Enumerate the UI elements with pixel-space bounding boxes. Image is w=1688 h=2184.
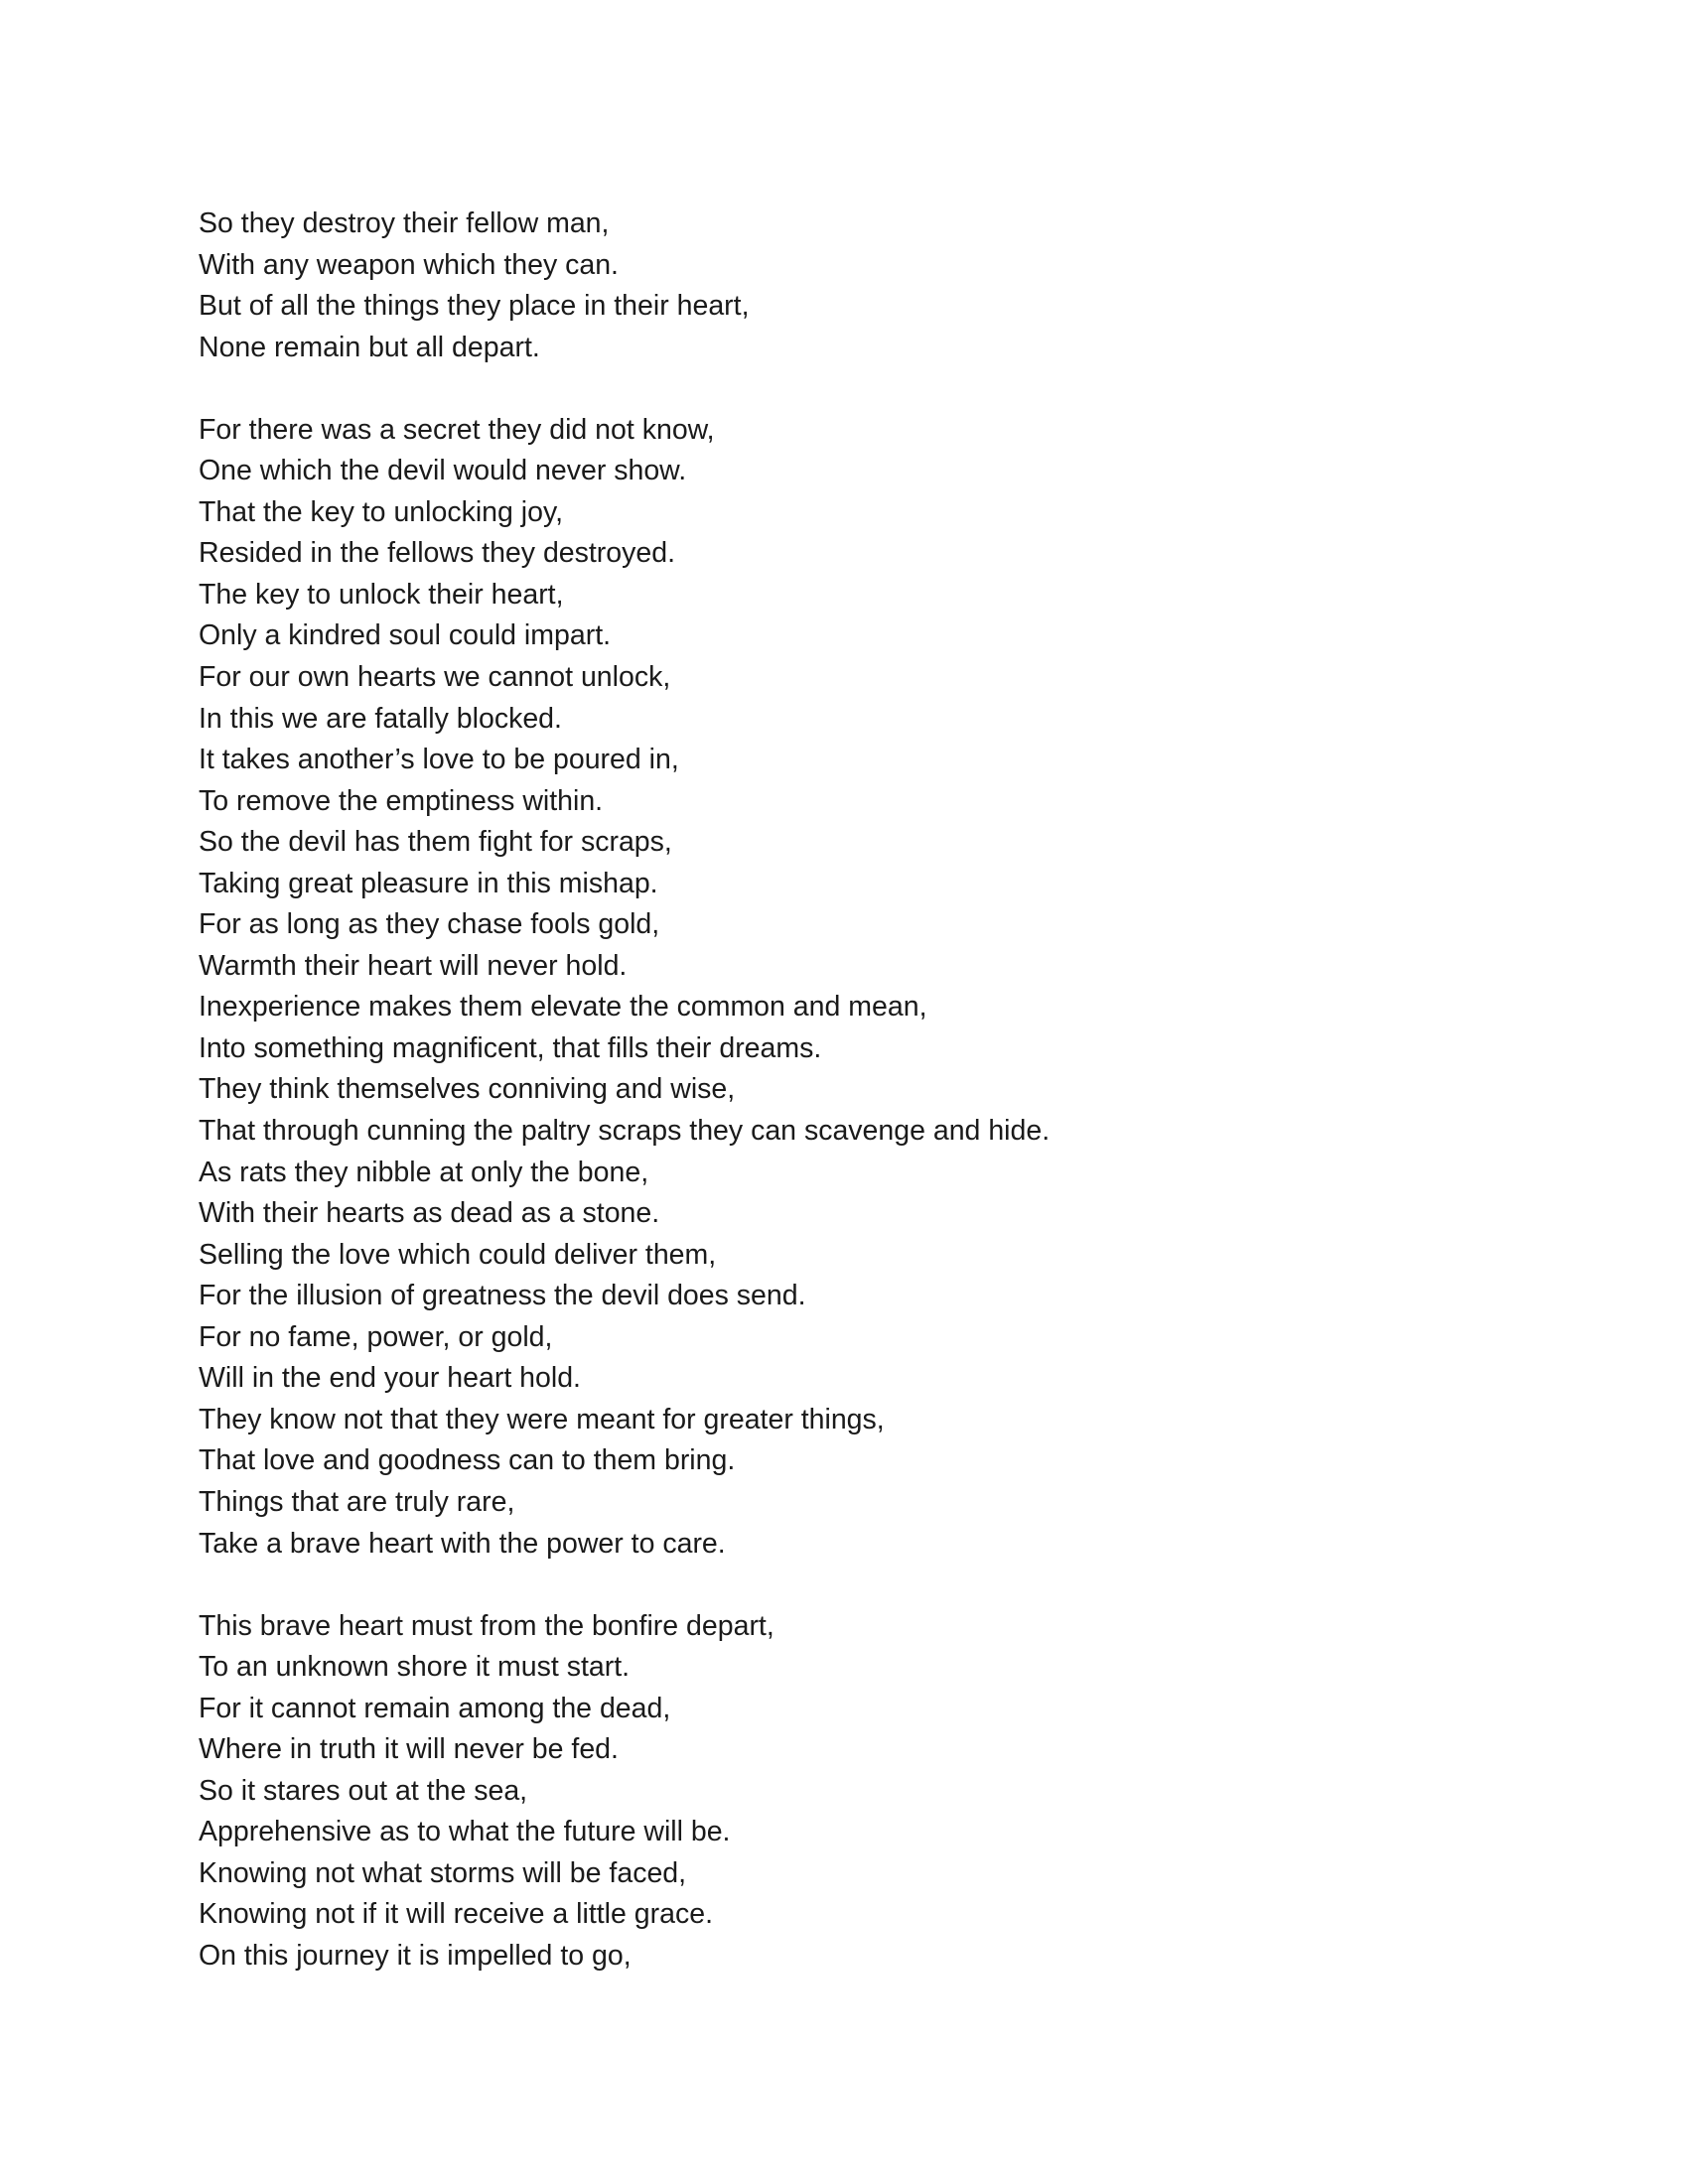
poem-line: For no fame, power, or gold,: [199, 1320, 553, 1353]
poem-line: Inexperience makes them elevate the common and mean,: [199, 991, 927, 1024]
poem-line: For there was a secret they did not know,: [199, 413, 715, 446]
poem-body: [199, 204, 1489, 1978]
poem-line: For the illusion of greatness the devil does send.: [199, 1280, 806, 1312]
poem-line: To an unknown shore it must start.: [199, 1651, 631, 1684]
poem-line: They know not that they were meant for greater things,: [199, 1403, 885, 1435]
poem-line: So they destroy their fellow man,: [199, 207, 610, 239]
poem-stanza: [199, 1606, 1489, 1978]
poem-line: Selling the love which could deliver them,: [199, 1238, 717, 1271]
poem-line: Where in truth it will never be fed.: [199, 1733, 619, 1766]
poem-line: Apprehensive as to what the future will be.: [199, 1816, 731, 1848]
poem-line: Knowing not what storms will be faced,: [199, 1856, 687, 1889]
poem-line: For it cannot remain among the dead,: [199, 1692, 671, 1724]
poem-line: Things that are truly rare,: [199, 1485, 515, 1518]
poem-line: None remain but all depart.: [199, 331, 540, 363]
poem-line: That love and goodness can to them bring.: [199, 1444, 736, 1477]
poem-stanza: [199, 410, 1489, 1565]
poem-line: Resided in the fellows they destroyed.: [199, 537, 676, 570]
poem-line: That through cunning the paltry scraps they can scavenge and hide.: [199, 1115, 1051, 1148]
poem-line: Warmth their heart will never hold.: [199, 949, 628, 982]
poem-line: For as long as they chase fools gold,: [199, 908, 660, 941]
poem-line: Taking great pleasure in this mishap.: [199, 867, 658, 899]
poem-line: Into something magnificent, that fills their dreams.: [199, 1031, 822, 1064]
poem-line: With their hearts as dead as a stone.: [199, 1197, 660, 1230]
poem-line: One which the devil would never show.: [199, 455, 687, 487]
poem-line: To remove the emptiness within.: [199, 784, 604, 817]
poem-line: This brave heart must from the bonfire depart,: [199, 1609, 774, 1642]
poem-line: On this journey it is impelled to go,: [199, 1939, 632, 1972]
poem-line: They think themselves conniving and wise,: [199, 1073, 736, 1106]
poem-line: In this we are fatally blocked.: [199, 702, 562, 735]
poem-line: That the key to unlocking joy,: [199, 495, 564, 528]
poem-line: Take a brave heart with the power to care.: [199, 1527, 726, 1560]
poem-line: Will in the end your heart hold.: [199, 1362, 581, 1395]
poem-line: With any weapon which they can.: [199, 248, 619, 281]
poem-line: But of all the things they place in their heart,: [199, 290, 750, 323]
poem-line: The key to unlock their heart,: [199, 578, 564, 611]
poem-line: Knowing not if it will receive a little grace.: [199, 1898, 713, 1931]
poem-line: So the devil has them fight for scraps,: [199, 826, 672, 859]
poem-line: So it stares out at the sea,: [199, 1774, 528, 1807]
poem-line: Only a kindred soul could impart.: [199, 619, 612, 652]
poem-line: For our own hearts we cannot unlock,: [199, 661, 671, 694]
poem-line: As rats they nibble at only the bone,: [199, 1156, 649, 1188]
poem-line: It takes another’s love to be poured in,: [199, 744, 679, 776]
poem-stanza: [199, 204, 1489, 368]
